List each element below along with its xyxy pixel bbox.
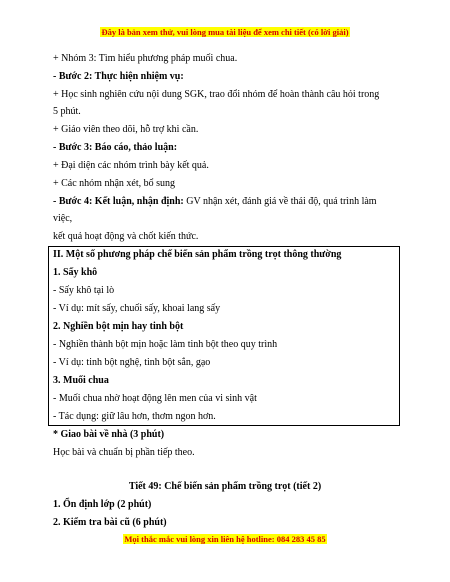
homework-title: * Giao bài về nhà (3 phút) <box>53 429 165 440</box>
text-line <box>53 196 377 208</box>
text-line: - Muối chua nhờ hoạt động lên men của vi sinh vật <box>53 393 257 404</box>
section-title: II. Một số phương pháp chế biến sản phẩm trồng trọt thông thường <box>53 249 342 260</box>
text-line: việc, <box>53 213 73 224</box>
text-line: + Giáo viên theo dõi, hỗ trợ khi cần. <box>53 124 199 135</box>
footer-notice: Mọi thắc mắc vui lòng xin liên hệ hotline: 084 283 45 85 <box>124 534 326 544</box>
text-line: + Các nhóm nhận xét, bổ sung <box>53 178 176 189</box>
subsection-title: 3. Muối chua <box>53 375 109 386</box>
step-heading: - Bước 4: Kết luận, nhận định: <box>53 196 184 207</box>
text-line: - Tác dụng: giữ lâu hơn, thơm ngon hơn. <box>53 411 216 422</box>
lesson-title: Tiết 49: Chế biến sản phẩm trồng trọt (tiết 2) <box>128 481 322 492</box>
text-line: + Học sinh nghiên cứu nội dung SGK, trao đổi nhóm để hoàn thành câu hỏi trong <box>53 89 380 100</box>
step-heading: - Bước 3: Báo cáo, thảo luận: <box>53 142 178 153</box>
homework-text: Học bài và chuẩn bị phần tiếp theo. <box>53 447 195 458</box>
text-line: + Đại diện các nhóm trình bày kết quả. <box>53 160 209 171</box>
text-line: + Nhóm 3: Tìm hiểu phương pháp muối chua. <box>53 53 238 64</box>
step-heading: 2. Kiểm tra bài cũ (6 phút) <box>53 517 167 528</box>
text-line: - Ví dụ: tinh bột nghệ, tinh bột sắn, gạo <box>53 357 211 368</box>
text-line: kết quả hoạt động và chốt kiến thức. <box>53 231 199 242</box>
text-line: - Sấy khô tại lò <box>53 285 115 296</box>
step-heading: 1. Ổn định lớp (2 phút) <box>53 499 152 510</box>
subsection-title: 1. Sấy khô <box>53 267 98 278</box>
subsection-title: 2. Nghiền bột mịn hay tinh bột <box>53 321 184 332</box>
header-notice: Đây là bản xem thử, vui lòng mua tài liệu để xem chi tiết (có lời giải) <box>101 27 349 37</box>
step-heading: - Bước 2: Thực hiện nhiệm vụ: <box>53 71 184 82</box>
step-text: GV nhận xét, đánh giá về thái độ, quá trình làm <box>183 196 377 207</box>
text-line: - Nghiền thành bột mịn hoặc làm tinh bột theo quy trình <box>53 339 278 350</box>
text-line: 5 phút. <box>53 106 81 117</box>
text-line: - Ví dụ: mít sấy, chuối sấy, khoai lang sấy <box>53 303 221 314</box>
